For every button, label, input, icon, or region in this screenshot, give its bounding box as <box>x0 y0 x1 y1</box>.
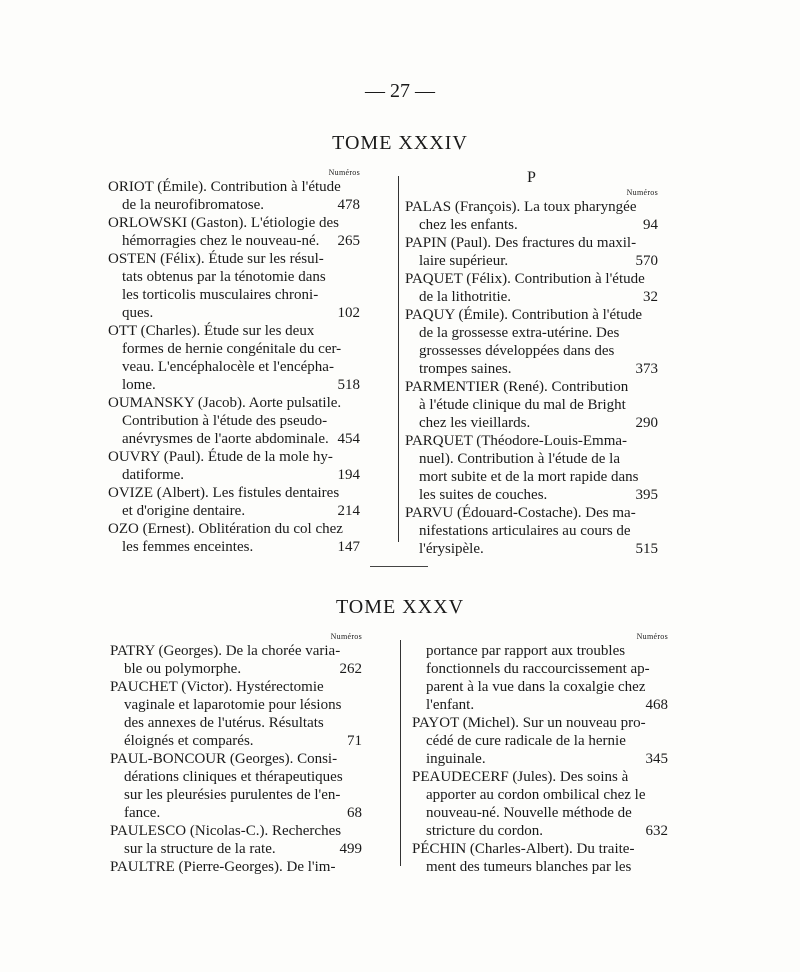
entry-text: PAYOT (Michel). Sur un nouveau pro- <box>412 715 646 731</box>
entry-list <box>108 178 360 556</box>
entry-text: ORLOWSKI (Gaston). L'étiologie des <box>108 215 339 231</box>
entry-text: sur les pleurésies purulentes de l'en- <box>124 787 341 803</box>
entry-line <box>110 642 362 660</box>
entry-line <box>412 696 668 714</box>
entry-line <box>412 714 668 732</box>
entry-line <box>110 840 362 858</box>
entry-number: 71 <box>347 733 362 749</box>
entry-text: anévrysmes de l'aorte abdominale. <box>122 431 329 447</box>
entry-number: 290 <box>635 415 658 431</box>
tome-35-right-column <box>412 632 668 876</box>
index-entry <box>110 822 362 858</box>
entry-line <box>108 232 360 250</box>
index-entry <box>412 768 668 840</box>
index-entry <box>412 714 668 768</box>
entry-line <box>412 858 668 876</box>
entry-number: 570 <box>635 253 658 269</box>
entry-number: 468 <box>645 697 668 713</box>
entry-text: trompes saines. <box>419 361 512 377</box>
index-entry <box>412 642 668 714</box>
entry-text: OTT (Charles). Étude sur les deux <box>108 323 315 339</box>
entry-text: les torticolis musculaires chroni- <box>122 287 319 303</box>
entry-text: ORIOT (Émile). Contribution à l'étude <box>108 179 341 195</box>
entry-line <box>405 468 658 486</box>
entry-line <box>108 412 360 430</box>
entry-text: PATRY (Georges). De la chorée varia- <box>110 643 341 659</box>
entry-text: PAUL-BONCOUR (Georges). Consi- <box>110 751 338 767</box>
entry-line <box>405 486 658 504</box>
entry-text: PAQUET (Félix). Contribution à l'étude <box>405 271 645 287</box>
index-entry <box>108 520 360 556</box>
entry-line <box>108 376 360 394</box>
index-entry <box>405 234 658 270</box>
entry-line <box>110 858 362 876</box>
index-entry <box>108 448 360 484</box>
entry-line <box>110 678 362 696</box>
entry-number: 478 <box>337 197 360 213</box>
entry-number: 373 <box>635 361 658 377</box>
index-entry <box>110 642 362 678</box>
entry-text: fance. <box>124 805 161 821</box>
entry-line <box>405 216 658 234</box>
entry-list <box>110 642 362 876</box>
entry-line <box>108 268 360 286</box>
entry-line <box>405 324 658 342</box>
entry-line <box>412 786 668 804</box>
entry-text: apporter au cordon ombilical chez le <box>426 787 646 803</box>
entry-line <box>108 484 360 502</box>
entry-text: OSTEN (Félix). Étude sur les résul- <box>108 251 324 267</box>
entry-text: lome. <box>122 377 156 393</box>
entry-number: 32 <box>643 289 658 305</box>
entry-line <box>405 360 658 378</box>
entry-text: OZO (Ernest). Oblitération du col chez <box>108 521 343 537</box>
entry-line <box>108 466 360 484</box>
entry-line <box>110 822 362 840</box>
entry-line <box>108 214 360 232</box>
entry-line <box>108 304 360 322</box>
index-entry <box>108 178 360 214</box>
entry-number: 262 <box>339 661 362 677</box>
tome-34-title: TOME XXXIV <box>332 132 468 154</box>
entry-text: ques. <box>122 305 154 321</box>
entry-text: PARVU (Édouard-Costache). Des ma- <box>405 505 636 521</box>
entry-text: de la neurofibromatose. <box>122 197 265 213</box>
entry-text: les suites de couches. <box>419 487 548 503</box>
index-entry <box>108 250 360 322</box>
entry-line <box>405 378 658 396</box>
entry-text: PEAUDECERF (Jules). Des soins à <box>412 769 629 785</box>
entry-line <box>412 768 668 786</box>
entry-line <box>110 714 362 732</box>
numeros-label: Numéros <box>626 188 658 197</box>
entry-text: laire supérieur. <box>419 253 509 269</box>
entry-text: PARQUET (Théodore-Louis-Emma- <box>405 433 628 449</box>
entry-text: portance par rapport aux troubles <box>426 643 626 659</box>
entry-line <box>108 178 360 196</box>
entry-number: 194 <box>337 467 360 483</box>
entry-text: PARMENTIER (René). Contribution <box>405 379 629 395</box>
entry-text: l'érysipèle. <box>419 541 484 557</box>
entry-text: ment des tumeurs blanches par les <box>426 859 632 875</box>
entry-line <box>412 732 668 750</box>
tome-35-left-column <box>110 632 362 876</box>
entry-line <box>405 522 658 540</box>
entry-line <box>405 342 658 360</box>
entry-text: l'enfant. <box>426 697 475 713</box>
entry-text: veau. L'encéphalocèle et l'encépha- <box>122 359 334 375</box>
entry-line <box>405 198 658 216</box>
entry-text: stricture du cordon. <box>426 823 544 839</box>
entry-text: grossesses développées dans des <box>419 343 615 359</box>
entry-line <box>412 822 668 840</box>
entry-number: 68 <box>347 805 362 821</box>
entry-text: PAPIN (Paul). Des fractures du maxil- <box>405 235 637 251</box>
entry-list <box>405 198 658 558</box>
entry-number: 395 <box>635 487 658 503</box>
entry-text: nouveau-né. Nouvelle méthode de <box>426 805 632 821</box>
entry-number: 147 <box>337 539 360 555</box>
entry-text: vaginale et laparotomie pour lésions <box>124 697 342 713</box>
index-entry <box>405 270 658 306</box>
numeros-label: Numéros <box>636 632 668 641</box>
entry-text: PAULTRE (Pierre-Georges). De l'im- <box>110 859 336 875</box>
entry-text: formes de hernie congénitale du cer- <box>122 341 342 357</box>
letter-heading: P <box>527 169 536 186</box>
index-entry <box>405 504 658 558</box>
entry-number: 499 <box>339 841 362 857</box>
entry-text: éloignés et comparés. <box>124 733 254 749</box>
entry-line <box>108 538 360 556</box>
entry-line <box>108 358 360 376</box>
numeros-label: Numéros <box>330 632 362 641</box>
index-entry <box>108 394 360 448</box>
entry-text: PAULESCO (Nicolas-C.). Recherches <box>110 823 342 839</box>
entry-line <box>405 270 658 288</box>
entry-line <box>110 768 362 786</box>
entry-text: parent à la vue dans la coxalgie chez <box>426 679 646 695</box>
column-divider <box>400 640 401 866</box>
entry-text: fonctionnels du raccourcissement ap- <box>426 661 650 677</box>
entry-line <box>405 396 658 414</box>
page-number: — 27 — <box>365 80 435 102</box>
entry-text: PAUCHET (Victor). Hystérectomie <box>110 679 324 695</box>
entry-text: hémorragies chez le nouveau-né. <box>122 233 320 249</box>
entry-line <box>108 196 360 214</box>
entry-text: OUMANSKY (Jacob). Aorte pulsatile. <box>108 395 342 411</box>
entry-number: 632 <box>645 823 668 839</box>
entry-list <box>412 642 668 876</box>
entry-text: PALAS (François). La toux pharyngée <box>405 199 637 215</box>
entry-line <box>412 840 668 858</box>
index-entry <box>108 484 360 520</box>
entry-text: sur la structure de la rate. <box>124 841 276 857</box>
entry-text: datiforme. <box>122 467 185 483</box>
entry-line <box>405 252 658 270</box>
index-entry <box>110 858 362 876</box>
numeros-label: Numéros <box>328 168 360 177</box>
tome-34-right-column <box>405 168 658 558</box>
column-divider <box>398 176 399 542</box>
entry-line <box>110 660 362 678</box>
entry-line <box>108 250 360 268</box>
index-entry <box>412 840 668 876</box>
index-entry <box>405 198 658 234</box>
entry-number: 214 <box>337 503 360 519</box>
entry-line <box>110 786 362 804</box>
entry-line <box>108 448 360 466</box>
entry-text: nuel). Contribution à l'étude de la <box>419 451 620 467</box>
section-separator <box>370 566 428 567</box>
index-entry <box>110 678 362 750</box>
entry-line <box>405 414 658 432</box>
entry-line <box>110 750 362 768</box>
entry-text: chez les enfants. <box>419 217 518 233</box>
entry-line <box>110 696 362 714</box>
entry-text: OUVRY (Paul). Étude de la mole hy- <box>108 449 333 465</box>
index-entry <box>108 214 360 250</box>
entry-line <box>412 660 668 678</box>
entry-line <box>405 432 658 450</box>
entry-line <box>405 504 658 522</box>
entry-line <box>108 520 360 538</box>
tome-35-title: TOME XXXV <box>335 596 465 618</box>
entry-line <box>405 450 658 468</box>
entry-line <box>412 750 668 768</box>
index-entry <box>108 322 360 394</box>
entry-number: 515 <box>635 541 658 557</box>
entry-number: 102 <box>337 305 360 321</box>
entry-text: nifestations articulaires au cours de <box>419 523 631 539</box>
entry-text: et d'origine dentaire. <box>122 503 246 519</box>
index-entry <box>405 432 658 504</box>
entry-text: Contribution à l'étude des pseudo- <box>122 413 328 429</box>
entry-text: dérations cliniques et thérapeutiques <box>124 769 343 785</box>
entry-line <box>108 430 360 448</box>
index-entry <box>405 378 658 432</box>
entry-text: les femmes enceintes. <box>122 539 254 555</box>
entry-line <box>405 288 658 306</box>
entry-number: 454 <box>337 431 360 447</box>
entry-line <box>110 804 362 822</box>
entry-line <box>412 804 668 822</box>
entry-text: de la grossesse extra-utérine. Des <box>419 325 620 341</box>
entry-line <box>405 306 658 324</box>
entry-number: 518 <box>337 377 360 393</box>
entry-line <box>405 234 658 252</box>
entry-text: cédé de cure radicale de la hernie <box>426 733 626 749</box>
entry-line <box>108 322 360 340</box>
entry-number: 265 <box>337 233 360 249</box>
entry-number: 345 <box>645 751 668 767</box>
entry-line <box>108 286 360 304</box>
entry-text: OVIZE (Albert). Les fistules dentaires <box>108 485 340 501</box>
entry-text: ble ou polymorphe. <box>124 661 242 677</box>
entry-text: chez les vieillards. <box>419 415 531 431</box>
entry-text: mort subite et de la mort rapide dans <box>419 469 639 485</box>
entry-number: 94 <box>643 217 658 233</box>
index-entry <box>110 750 362 822</box>
entry-line <box>412 642 668 660</box>
entry-text: à l'étude clinique du mal de Bright <box>419 397 626 413</box>
entry-text: inguinale. <box>426 751 486 767</box>
entry-line <box>412 678 668 696</box>
entry-line <box>108 502 360 520</box>
tome-34-left-column <box>108 168 360 556</box>
entry-text: de la lithotritie. <box>419 289 512 305</box>
entry-line <box>110 732 362 750</box>
entry-text: PÉCHIN (Charles-Albert). Du traite- <box>412 841 635 857</box>
entry-line <box>108 340 360 358</box>
entry-line <box>405 540 658 558</box>
entry-line <box>108 394 360 412</box>
entry-text: des annexes de l'utérus. Résultats <box>124 715 324 731</box>
entry-text: PAQUY (Émile). Contribution à l'étude <box>405 307 642 323</box>
entry-text: tats obtenus par la ténotomie dans <box>122 269 326 285</box>
index-entry <box>405 306 658 378</box>
